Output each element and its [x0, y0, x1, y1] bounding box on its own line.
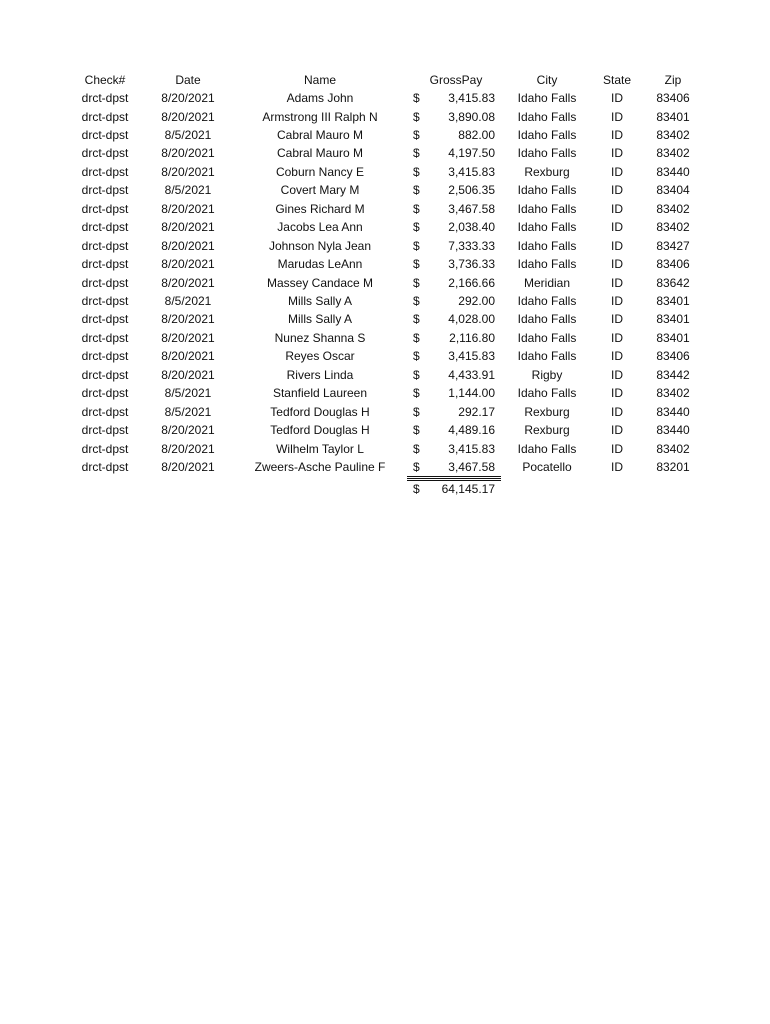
- cell-currency: $: [413, 201, 420, 216]
- cell-name: Tedford Douglas H: [270, 404, 370, 419]
- cell-city: Rexburg: [524, 404, 570, 419]
- cell-check: drct-dpst: [81, 146, 129, 161]
- cell-grosspay: 2,166.66: [448, 275, 495, 290]
- cell-city: Idaho Falls: [517, 127, 577, 142]
- cell-zip: 83402: [656, 441, 690, 456]
- cell-grosspay: 292.17: [458, 404, 495, 419]
- cell-grosspay: 3,415.83: [448, 91, 495, 105]
- cell-state: ID: [611, 127, 623, 142]
- cell-state: ID: [611, 423, 623, 438]
- cell-grosspay: 882.00: [458, 127, 495, 142]
- cell-zip: 83201: [656, 460, 690, 474]
- header-date: Date: [175, 73, 201, 87]
- cell-zip: 83402: [656, 201, 690, 216]
- table-row: [0, 421, 770, 439]
- cell-currency: $: [413, 386, 420, 401]
- cell-check: drct-dpst: [81, 91, 129, 105]
- table-row: [0, 458, 770, 476]
- cell-name: Gines Richard M: [275, 201, 365, 216]
- cell-state: ID: [611, 386, 623, 401]
- table-row: [0, 181, 770, 199]
- cell-name: Adams John: [286, 91, 354, 105]
- cell-state: ID: [611, 164, 623, 179]
- table-row: [0, 292, 770, 310]
- cell-grosspay: 3,415.83: [448, 349, 495, 364]
- header-zip: Zip: [664, 73, 682, 87]
- cell-city: Idaho Falls: [517, 257, 577, 271]
- cell-name: Covert Mary M: [280, 183, 360, 198]
- cell-grosspay: 3,890.08: [448, 109, 495, 124]
- header-row: [0, 71, 770, 89]
- cell-grosspay: 4,489.16: [448, 423, 495, 438]
- cell-check: drct-dpst: [81, 127, 129, 142]
- cell-check: drct-dpst: [81, 460, 129, 474]
- table-row: [0, 366, 770, 384]
- cell-date: 8/20/2021: [161, 91, 215, 105]
- cell-name: Mills Sally A: [287, 312, 352, 327]
- cell-grosspay: 3,415.83: [448, 441, 495, 456]
- cell-check: drct-dpst: [81, 220, 129, 235]
- table-row: [0, 126, 770, 144]
- table-row: [0, 237, 770, 255]
- cell-city: Idaho Falls: [517, 312, 577, 327]
- cell-zip: 83404: [656, 183, 690, 198]
- cell-name: Cabral Mauro M: [276, 146, 364, 161]
- cell-state: ID: [611, 330, 623, 345]
- cell-city: Idaho Falls: [517, 238, 577, 253]
- cell-check: drct-dpst: [81, 164, 129, 179]
- cell-name: Reyes Oscar: [285, 349, 355, 364]
- cell-city: Rexburg: [524, 423, 570, 438]
- cell-city: Idaho Falls: [517, 146, 577, 161]
- table-row: [0, 255, 770, 273]
- cell-name: Cabral Mauro M: [276, 127, 364, 142]
- cell-currency: $: [413, 127, 420, 142]
- cell-currency: $: [413, 164, 420, 179]
- table-row: [0, 200, 770, 218]
- total-amount: 64,145.17: [441, 482, 495, 496]
- cell-state: ID: [611, 257, 623, 271]
- cell-check: drct-dpst: [81, 275, 129, 290]
- total-row: [0, 480, 770, 498]
- cell-date: 8/20/2021: [161, 441, 215, 456]
- table-row: [0, 329, 770, 347]
- cell-date: 8/20/2021: [161, 312, 215, 327]
- cell-currency: $: [413, 293, 420, 308]
- cell-grosspay: 4,028.00: [448, 312, 495, 327]
- cell-grosspay: 292.00: [458, 293, 495, 308]
- cell-zip: 83402: [656, 220, 690, 235]
- cell-name: Coburn Nancy E: [275, 164, 365, 179]
- cell-zip: 83427: [656, 238, 690, 253]
- cell-check: drct-dpst: [81, 404, 129, 419]
- cell-city: Idaho Falls: [517, 91, 577, 105]
- cell-grosspay: 3,467.58: [448, 201, 495, 216]
- table-row: [0, 163, 770, 181]
- cell-grosspay: 2,116.80: [449, 330, 495, 345]
- cell-date: 8/20/2021: [161, 330, 215, 345]
- cell-state: ID: [611, 312, 623, 327]
- cell-state: ID: [611, 367, 623, 382]
- cell-zip: 83401: [656, 293, 690, 308]
- cell-currency: $: [413, 146, 420, 161]
- cell-state: ID: [611, 238, 623, 253]
- cell-grosspay: 7,333.33: [448, 238, 495, 253]
- cell-name: Massey Candace M: [266, 275, 374, 290]
- cell-grosspay: 1,144.00: [448, 386, 495, 401]
- cell-currency: $: [413, 257, 420, 271]
- cell-zip: 83402: [656, 146, 690, 161]
- cell-zip: 83406: [656, 257, 690, 271]
- cell-currency: $: [413, 404, 420, 419]
- cell-zip: 83402: [656, 127, 690, 142]
- cell-city: Idaho Falls: [517, 201, 577, 216]
- header-state: State: [602, 73, 632, 87]
- total-rule-double-top: [407, 478, 501, 479]
- cell-currency: $: [413, 349, 420, 364]
- cell-zip: 83401: [656, 330, 690, 345]
- cell-name: Jacobs Lea Ann: [277, 220, 363, 235]
- cell-check: drct-dpst: [81, 349, 129, 364]
- cell-name: Nunez Shanna S: [274, 330, 366, 345]
- cell-check: drct-dpst: [81, 441, 129, 456]
- cell-check: drct-dpst: [81, 201, 129, 216]
- cell-date: 8/20/2021: [161, 164, 215, 179]
- cell-currency: $: [413, 238, 420, 253]
- cell-state: ID: [611, 146, 623, 161]
- cell-zip: 83401: [656, 312, 690, 327]
- cell-name: Zweers-Asche Pauline F: [254, 460, 386, 474]
- cell-name: Johnson Nyla Jean: [268, 238, 372, 253]
- cell-check: drct-dpst: [81, 367, 129, 382]
- cell-name: Rivers Linda: [286, 367, 354, 382]
- cell-name: Wilhelm Taylor L: [276, 441, 364, 456]
- cell-check: drct-dpst: [81, 330, 129, 345]
- cell-state: ID: [611, 275, 623, 290]
- cell-date: 8/5/2021: [164, 404, 212, 419]
- total-rule-single: [407, 476, 501, 477]
- table-row: [0, 347, 770, 365]
- cell-name: Armstrong III Ralph N: [262, 109, 378, 124]
- table-row: [0, 440, 770, 458]
- cell-state: ID: [611, 183, 623, 198]
- cell-state: ID: [611, 293, 623, 308]
- cell-name: Tedford Douglas H: [270, 423, 370, 438]
- cell-grosspay: 3,467.58: [448, 460, 495, 474]
- cell-check: drct-dpst: [81, 386, 129, 401]
- total-currency: $: [413, 482, 420, 496]
- cell-city: Rexburg: [524, 164, 570, 179]
- cell-check: drct-dpst: [81, 312, 129, 327]
- cell-check: drct-dpst: [81, 257, 129, 271]
- cell-check: drct-dpst: [81, 109, 129, 124]
- cell-city: Idaho Falls: [517, 220, 577, 235]
- cell-date: 8/20/2021: [161, 460, 215, 474]
- cell-state: ID: [611, 404, 623, 419]
- cell-date: 8/20/2021: [161, 109, 215, 124]
- cell-zip: 83401: [656, 109, 690, 124]
- cell-state: ID: [611, 220, 623, 235]
- cell-zip: 83406: [656, 349, 690, 364]
- cell-date: 8/20/2021: [161, 220, 215, 235]
- header-grosspay: GrossPay: [429, 73, 483, 87]
- header-name: Name: [303, 73, 336, 87]
- cell-check: drct-dpst: [81, 183, 129, 198]
- cell-city: Idaho Falls: [517, 349, 577, 364]
- cell-city: Rigby: [531, 367, 563, 382]
- cell-city: Idaho Falls: [517, 183, 577, 198]
- cell-city: Meridian: [523, 275, 571, 290]
- cell-check: drct-dpst: [81, 238, 129, 253]
- cell-state: ID: [611, 91, 623, 105]
- cell-zip: 83440: [656, 404, 690, 419]
- cell-grosspay: 2,038.40: [448, 220, 495, 235]
- cell-date: 8/5/2021: [164, 293, 212, 308]
- cell-check: drct-dpst: [81, 293, 129, 308]
- cell-city: Idaho Falls: [517, 109, 577, 124]
- cell-currency: $: [413, 275, 420, 290]
- table-row: [0, 274, 770, 292]
- cell-date: 8/20/2021: [161, 423, 215, 438]
- cell-name: Mills Sally A: [287, 293, 352, 308]
- cell-currency: $: [413, 183, 420, 198]
- cell-currency: $: [413, 423, 420, 438]
- cell-city: Idaho Falls: [517, 386, 577, 401]
- cell-currency: $: [413, 109, 420, 124]
- cell-zip: 83406: [656, 91, 690, 105]
- cell-currency: $: [413, 220, 420, 235]
- table-row: [0, 218, 770, 236]
- cell-date: 8/5/2021: [164, 386, 212, 401]
- cell-date: 8/5/2021: [164, 127, 212, 142]
- cell-city: Pocatello: [522, 460, 572, 474]
- cell-zip: 83440: [656, 164, 690, 179]
- cell-state: ID: [611, 349, 623, 364]
- cell-currency: $: [413, 312, 420, 327]
- cell-state: ID: [611, 441, 623, 456]
- table-row: [0, 403, 770, 421]
- cell-grosspay: 4,433.91: [448, 367, 495, 382]
- cell-zip: 83402: [656, 386, 690, 401]
- cell-currency: $: [413, 367, 420, 382]
- header-check: Check#: [84, 73, 126, 87]
- cell-name: Marudas LeAnn: [277, 257, 363, 271]
- header-city: City: [536, 73, 558, 87]
- table-row: [0, 144, 770, 162]
- cell-zip: 83440: [656, 423, 690, 438]
- cell-grosspay: 3,736.33: [448, 257, 495, 271]
- cell-date: 8/20/2021: [161, 146, 215, 161]
- cell-city: Idaho Falls: [517, 293, 577, 308]
- cell-date: 8/20/2021: [161, 238, 215, 253]
- cell-grosspay: 2,506.35: [448, 183, 495, 198]
- cell-date: 8/20/2021: [161, 275, 215, 290]
- cell-zip: 83642: [656, 275, 690, 290]
- table-row: [0, 384, 770, 402]
- cell-grosspay: 4,197.50: [448, 146, 495, 161]
- cell-date: 8/20/2021: [161, 257, 215, 271]
- cell-date: 8/20/2021: [161, 201, 215, 216]
- cell-currency: $: [413, 91, 420, 105]
- cell-currency: $: [413, 460, 420, 474]
- cell-currency: $: [413, 330, 420, 345]
- cell-grosspay: 3,415.83: [448, 164, 495, 179]
- cell-city: Idaho Falls: [517, 330, 577, 345]
- table-row: [0, 310, 770, 328]
- cell-name: Stanfield Laureen: [272, 386, 368, 401]
- cell-date: 8/20/2021: [161, 349, 215, 364]
- cell-check: drct-dpst: [81, 423, 129, 438]
- cell-city: Idaho Falls: [517, 441, 577, 456]
- table-row: [0, 89, 770, 107]
- cell-state: ID: [611, 109, 623, 124]
- cell-date: 8/5/2021: [164, 183, 212, 198]
- cell-state: ID: [611, 460, 623, 474]
- cell-date: 8/20/2021: [161, 367, 215, 382]
- cell-state: ID: [611, 201, 623, 216]
- table-row: [0, 108, 770, 126]
- cell-currency: $: [413, 441, 420, 456]
- cell-zip: 83442: [656, 367, 690, 382]
